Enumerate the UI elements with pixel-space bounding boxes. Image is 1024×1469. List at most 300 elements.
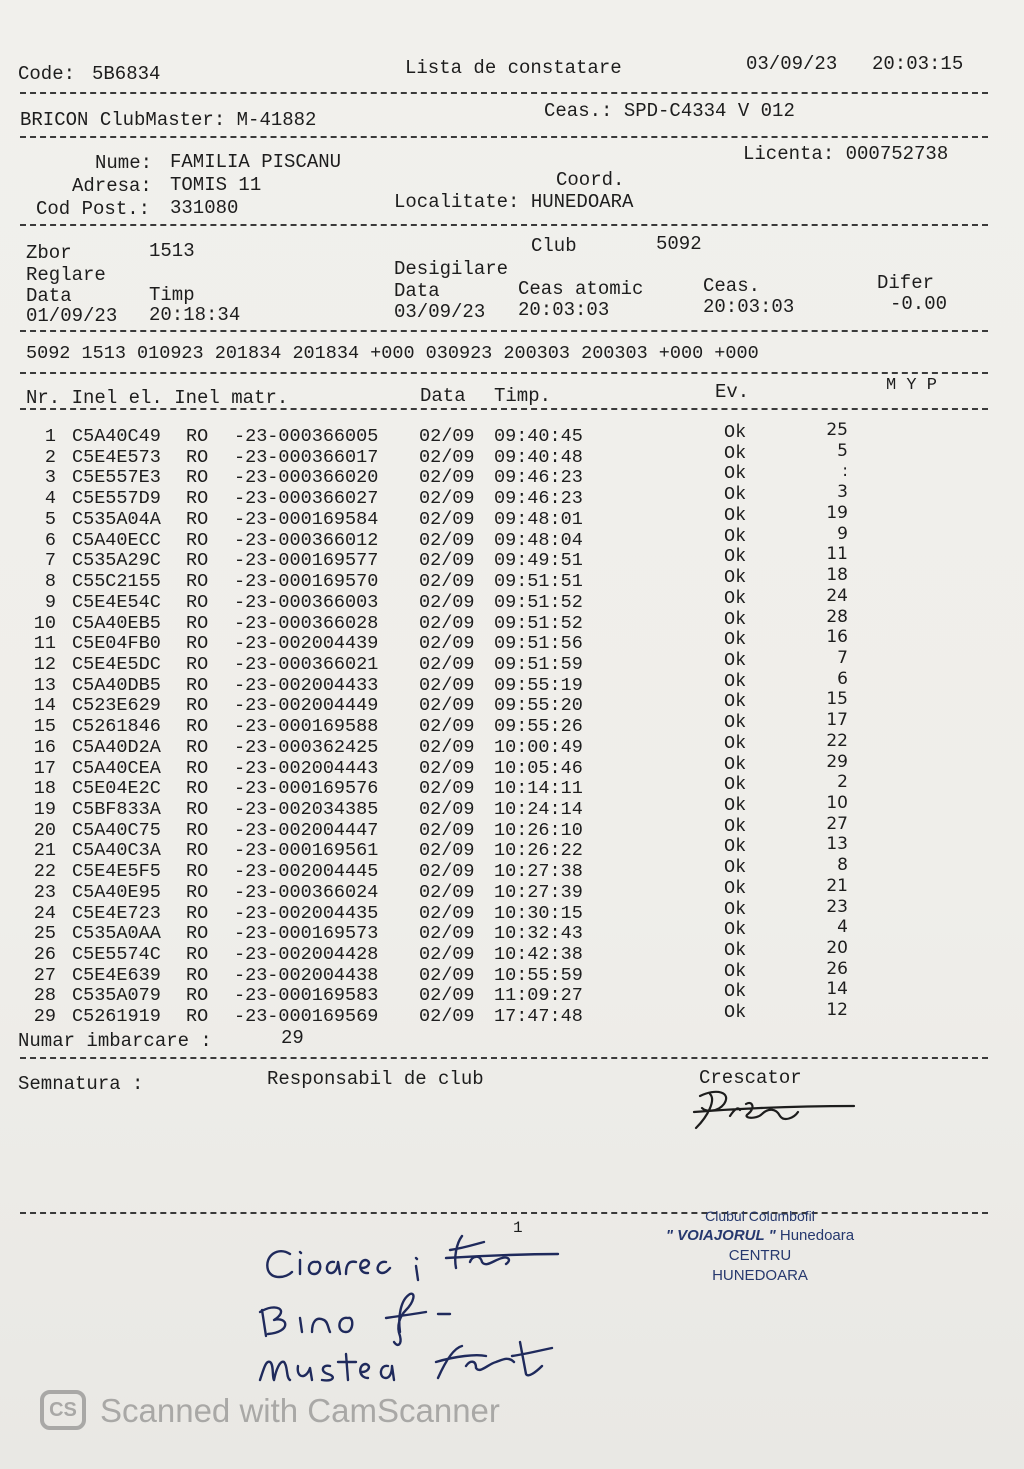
arrival-time: 10:00:49 xyxy=(494,736,583,758)
table-row xyxy=(0,979,1024,1007)
localitate: Localitate: HUNEDOARA xyxy=(394,191,634,213)
row-number: 4 xyxy=(44,488,56,510)
handwritten-mark: 22 xyxy=(826,730,848,751)
electronic-ring: C5A40D2A xyxy=(72,736,161,758)
semnatura-label: Semnatura : xyxy=(18,1073,144,1095)
arrival-date: 02/09 xyxy=(419,591,475,613)
handwritten-mark: 27 xyxy=(826,813,848,834)
arrival-date: 02/09 xyxy=(419,881,475,903)
country-code: RO xyxy=(186,923,209,945)
row-number: 1 xyxy=(44,426,56,447)
row-number: 16 xyxy=(33,736,56,758)
row-number: 27 xyxy=(33,964,56,986)
table-row xyxy=(0,1000,1024,1028)
camscanner-logo-icon: CS xyxy=(40,1390,86,1430)
arrival-time: 09:51:52 xyxy=(494,591,583,613)
country-code: RO xyxy=(186,633,209,655)
matriculation-ring: -23-002004445 xyxy=(234,861,379,883)
responsabil-label: Responsabil de club xyxy=(267,1068,484,1090)
electronic-ring: C5A40C49 xyxy=(72,426,161,447)
matriculation-ring: -23-002004433 xyxy=(234,674,379,696)
handwritten-mark: 8 xyxy=(837,855,848,876)
matriculation-ring: -23-000366005 xyxy=(234,426,379,447)
ceas-label: Ceas. xyxy=(703,275,761,297)
table-row xyxy=(0,958,1024,986)
country-code: RO xyxy=(186,508,209,530)
electronic-ring: C5261919 xyxy=(72,1006,161,1028)
matriculation-ring: -23-000169561 xyxy=(234,840,379,862)
electronic-ring: C5A40EB5 xyxy=(72,612,161,634)
table-row xyxy=(0,523,1024,551)
electronic-ring: C5E4E5F5 xyxy=(72,861,161,883)
arrival-date: 02/09 xyxy=(419,923,475,945)
col-header-myp: M Y P xyxy=(886,376,938,395)
arrival-date: 02/09 xyxy=(419,612,475,634)
country-code: RO xyxy=(186,612,209,634)
arrival-date: 02/09 xyxy=(419,467,475,489)
handwritten-mark: 17 xyxy=(826,710,848,731)
arrival-date: 02/09 xyxy=(419,716,475,738)
arrival-time: 09:51:56 xyxy=(494,633,583,655)
arrival-time: 09:55:26 xyxy=(494,716,583,738)
matriculation-ring: -23-000366017 xyxy=(234,446,379,468)
row-number: 20 xyxy=(33,819,56,841)
electronic-ring: C5E4E5DC xyxy=(72,653,161,675)
difer-label: Difer xyxy=(877,272,935,294)
event-status: Ok xyxy=(724,504,747,526)
header-date: 03/09/23 xyxy=(746,53,838,75)
reglare-label: Reglare xyxy=(26,264,106,286)
col-header-nr-inel: Nr. Inel el. Inel matr. xyxy=(26,387,289,409)
arrival-date: 02/09 xyxy=(419,1006,475,1028)
event-status: Ok xyxy=(724,877,747,899)
divider xyxy=(20,224,988,226)
table-row xyxy=(0,647,1024,675)
electronic-ring: C5A40C3A xyxy=(72,840,161,862)
row-number: 8 xyxy=(44,571,56,592)
matriculation-ring: -23-000169576 xyxy=(234,778,379,800)
arrival-time: 10:30:15 xyxy=(494,902,583,924)
electronic-ring: C535A04A xyxy=(72,508,161,530)
event-status: Ok xyxy=(724,670,747,692)
event-status: Ok xyxy=(724,898,747,920)
electronic-ring: C5A40ECC xyxy=(72,529,161,551)
matriculation-ring: -23-000169584 xyxy=(234,508,379,530)
desigilare-label: Desigilare xyxy=(394,258,509,280)
row-number: 17 xyxy=(33,757,56,779)
divider xyxy=(20,1057,988,1059)
arrival-date: 02/09 xyxy=(419,508,475,530)
ceas-atomic-label: Ceas atomic xyxy=(518,278,644,300)
row-number: 18 xyxy=(33,778,56,800)
table-row xyxy=(0,482,1024,510)
arrival-time: 10:05:46 xyxy=(494,757,583,779)
event-status: Ok xyxy=(724,691,747,713)
stamp-city: Hunedoara xyxy=(779,1227,855,1244)
arrival-time: 10:32:43 xyxy=(494,923,583,945)
handwritten-mark: 28 xyxy=(826,606,848,627)
country-code: RO xyxy=(186,653,209,675)
ceas-value: 20:03:03 xyxy=(703,296,795,318)
country-code: RO xyxy=(186,778,209,800)
electronic-ring: C5E5574C xyxy=(72,944,161,965)
event-status: Ok xyxy=(724,1002,747,1024)
country-code: RO xyxy=(186,571,209,592)
arrival-date: 02/09 xyxy=(419,550,475,572)
country-code: RO xyxy=(186,695,209,717)
electronic-ring: C5E4E723 xyxy=(72,902,161,924)
electronic-ring: C535A079 xyxy=(72,985,161,1007)
country-code: RO xyxy=(186,529,209,551)
nume-value: FAMILIA PISCANU xyxy=(170,151,342,173)
matriculation-ring: -23-000169569 xyxy=(234,1006,379,1028)
reglare-data-value: 01/09/23 xyxy=(26,305,118,327)
stamp-line-4: HUNEDOARA xyxy=(712,1267,808,1284)
matriculation-ring: -23-002004439 xyxy=(234,633,379,655)
arrival-date: 02/09 xyxy=(419,964,475,986)
row-number: 28 xyxy=(33,985,56,1007)
divider xyxy=(20,372,988,374)
electronic-ring: C523E629 xyxy=(72,695,161,717)
arrival-time: 10:27:39 xyxy=(494,881,583,903)
matriculation-ring: -23-000169577 xyxy=(234,550,379,572)
event-status: Ok xyxy=(724,442,747,464)
arrival-time: 10:26:10 xyxy=(494,819,583,841)
country-code: RO xyxy=(186,799,209,820)
matriculation-ring: -23-000366028 xyxy=(234,612,379,634)
arrival-time: 09:40:45 xyxy=(494,426,583,447)
matriculation-ring: -23-000169583 xyxy=(234,985,379,1007)
row-number: 3 xyxy=(44,467,56,489)
country-code: RO xyxy=(186,426,209,447)
encoded-flight-line: 5092 1513 010923 201834 201834 +000 030923 200303 200303 +000 +000 xyxy=(26,343,759,364)
table-row xyxy=(0,606,1024,634)
header-time: 20:03:15 xyxy=(872,53,964,75)
matriculation-ring: -23-002004447 xyxy=(234,819,379,841)
electronic-ring: C5E4E54C xyxy=(72,591,161,613)
row-number: 14 xyxy=(33,695,56,717)
event-status: Ok xyxy=(724,463,747,485)
country-code: RO xyxy=(186,819,209,841)
arrival-time: 10:42:38 xyxy=(494,944,583,965)
country-code: RO xyxy=(186,902,209,924)
country-code: RO xyxy=(186,716,209,738)
arrival-date: 02/09 xyxy=(419,840,475,862)
row-number: 23 xyxy=(33,881,56,903)
arrival-date: 02/09 xyxy=(419,985,475,1007)
page-number: 1 xyxy=(513,1219,523,1237)
arrival-time: 10:27:38 xyxy=(494,861,583,883)
event-status: Ok xyxy=(724,712,747,734)
handwritten-mark: 20 xyxy=(826,938,848,958)
arrival-time: 09:48:04 xyxy=(494,529,583,551)
codpost-value: 331080 xyxy=(170,197,239,219)
crescator-signature xyxy=(686,1086,866,1138)
clock-id: Ceas.: SPD-C4334 V 012 xyxy=(544,100,795,122)
matriculation-ring: -23-000366021 xyxy=(234,653,379,675)
table-row xyxy=(0,440,1024,468)
table-row xyxy=(0,689,1024,717)
electronic-ring: C5A40DB5 xyxy=(72,674,161,696)
row-number: 24 xyxy=(33,902,56,924)
matriculation-ring: -23-002004443 xyxy=(234,757,379,779)
club-stamp xyxy=(640,1206,880,1286)
ceas-atomic-value: 20:03:03 xyxy=(518,299,610,321)
country-code: RO xyxy=(186,736,209,758)
handwritten-mark: 21 xyxy=(826,875,848,896)
row-number: 19 xyxy=(33,799,56,820)
handwritten-mark: 26 xyxy=(826,958,848,979)
coord-label: Coord. xyxy=(556,169,625,191)
divider xyxy=(20,136,988,138)
row-number: 10 xyxy=(33,612,56,634)
arrival-date: 02/09 xyxy=(419,861,475,883)
codpost-label: Cod Post.: xyxy=(36,198,151,220)
matriculation-ring: -23-000366003 xyxy=(234,591,379,613)
camscanner-watermark: Scanned with CamScanner xyxy=(100,1392,500,1429)
handwritten-mark: 6 xyxy=(837,668,848,689)
row-number: 11 xyxy=(33,633,56,655)
col-header-timp: Timp. xyxy=(494,385,552,407)
electronic-ring: C535A29C xyxy=(72,550,161,572)
arrival-date: 02/09 xyxy=(419,529,475,551)
country-code: RO xyxy=(186,757,209,779)
arrival-time: 09:51:52 xyxy=(494,612,583,634)
reglare-data-label: Data xyxy=(26,285,72,307)
table-row xyxy=(0,585,1024,613)
matriculation-ring: -23-002004428 xyxy=(234,944,379,965)
reglare-timp-label: Timp xyxy=(149,284,195,306)
stamp-line-3: CENTRU xyxy=(728,1247,792,1264)
arrival-time: 11:09:27 xyxy=(494,985,583,1007)
electronic-ring: C5BF833A xyxy=(72,799,161,820)
electronic-ring: C5E557D9 xyxy=(72,488,161,510)
arrival-date: 02/09 xyxy=(419,799,475,820)
electronic-ring: C5A40CEA xyxy=(72,757,161,779)
code-value: 5B6834 xyxy=(92,63,161,85)
event-status: Ok xyxy=(724,795,747,816)
country-code: RO xyxy=(186,964,209,986)
matriculation-ring: -23-000366024 xyxy=(234,881,379,903)
matriculation-ring: -23-000169588 xyxy=(234,716,379,738)
row-number: 22 xyxy=(33,861,56,883)
handwritten-mark: 9 xyxy=(837,523,848,544)
arrival-date: 02/09 xyxy=(419,653,475,675)
country-code: RO xyxy=(186,840,209,862)
arrival-time: 17:47:48 xyxy=(494,1006,583,1028)
matriculation-ring: -23-002004449 xyxy=(234,695,379,717)
arrival-time: 10:24:14 xyxy=(494,799,583,820)
country-code: RO xyxy=(186,591,209,613)
row-number: 2 xyxy=(44,446,56,468)
row-number: 15 xyxy=(33,716,56,738)
row-number: 6 xyxy=(44,529,56,551)
stamp-club-name: " VOIAJORUL " xyxy=(665,1227,776,1244)
event-status: Ok xyxy=(724,960,747,982)
matriculation-ring: -23-002034385 xyxy=(234,799,379,820)
country-code: RO xyxy=(186,985,209,1007)
event-status: Ok xyxy=(724,422,747,443)
row-number: 7 xyxy=(44,550,56,572)
handwritten-mark: 11 xyxy=(826,544,848,565)
stamp-line-1: Clubul Columbofil xyxy=(705,1208,815,1224)
event-status: Ok xyxy=(724,649,747,671)
arrival-date: 02/09 xyxy=(419,944,475,965)
club-label: Club xyxy=(531,235,577,257)
arrival-date: 02/09 xyxy=(419,571,475,592)
table-row xyxy=(0,565,1024,592)
zbor-label: Zbor xyxy=(26,242,72,264)
event-status: Ok xyxy=(724,857,747,879)
electronic-ring: C55C2155 xyxy=(72,571,161,592)
event-status: Ok xyxy=(724,587,747,609)
arrival-date: 02/09 xyxy=(419,633,475,655)
difer-value: -0.00 xyxy=(890,293,948,315)
arrival-date: 02/09 xyxy=(419,695,475,717)
country-code: RO xyxy=(186,446,209,468)
electronic-ring: C5E557E3 xyxy=(72,467,161,489)
arrival-time: 09:55:19 xyxy=(494,674,583,696)
event-status: Ok xyxy=(724,546,747,568)
table-row xyxy=(0,834,1024,862)
event-status: Ok xyxy=(724,567,747,588)
handwritten-mark: 15 xyxy=(826,689,848,710)
row-number: 9 xyxy=(44,591,56,613)
row-number: 29 xyxy=(33,1006,56,1028)
event-status: Ok xyxy=(724,981,747,1003)
handwritten-mark: 14 xyxy=(826,979,848,1000)
matriculation-ring: -23-000169573 xyxy=(234,923,379,945)
club-value: 5092 xyxy=(656,233,702,255)
arrival-time: 09:55:20 xyxy=(494,695,583,717)
table-row xyxy=(0,813,1024,841)
electronic-ring: C535A0AA xyxy=(72,923,161,945)
event-status: Ok xyxy=(724,919,747,941)
event-status: Ok xyxy=(724,836,747,858)
country-code: RO xyxy=(186,944,209,965)
table-row xyxy=(0,461,1024,489)
handwritten-mark: 12 xyxy=(826,1000,848,1021)
handwritten-mark: 23 xyxy=(826,896,848,917)
arrival-date: 02/09 xyxy=(419,757,475,779)
crescator-label: Crescator xyxy=(699,1067,802,1089)
handwritten-mark: 13 xyxy=(826,834,848,855)
handwritten-mark: 25 xyxy=(826,420,848,440)
row-number: 12 xyxy=(33,653,56,675)
arrival-date: 02/09 xyxy=(419,488,475,510)
arrival-date: 02/09 xyxy=(419,446,475,468)
event-status: Ok xyxy=(724,525,747,547)
arrival-date: 02/09 xyxy=(419,426,475,447)
matriculation-ring: -23-000366027 xyxy=(234,488,379,510)
arrival-time: 09:46:23 xyxy=(494,488,583,510)
matriculation-ring: -23-000362425 xyxy=(234,736,379,758)
matriculation-ring: -23-002004438 xyxy=(234,964,379,986)
arrival-date: 02/09 xyxy=(419,819,475,841)
table-row xyxy=(0,544,1024,572)
numar-imbarcare-value: 29 xyxy=(281,1027,304,1049)
event-status: Ok xyxy=(724,815,747,837)
electronic-ring: C5E4E639 xyxy=(72,964,161,986)
country-code: RO xyxy=(186,881,209,903)
arrival-time: 10:55:59 xyxy=(494,964,583,986)
matriculation-ring: -23-000169570 xyxy=(234,571,379,592)
country-code: RO xyxy=(186,861,209,883)
arrival-date: 02/09 xyxy=(419,902,475,924)
desig-data-value: 03/09/23 xyxy=(394,301,486,323)
table-row xyxy=(0,875,1024,903)
arrival-time: 10:14:11 xyxy=(494,778,583,800)
event-status: Ok xyxy=(724,940,747,961)
table-row xyxy=(0,855,1024,883)
handwritten-mark: : xyxy=(842,461,848,482)
event-status: Ok xyxy=(724,484,747,506)
table-row xyxy=(0,668,1024,696)
row-number: 26 xyxy=(33,944,56,965)
table-row xyxy=(0,938,1024,965)
table-row xyxy=(0,502,1024,530)
country-code: RO xyxy=(186,674,209,696)
zbor-value: 1513 xyxy=(149,240,195,262)
reglare-timp-value: 20:18:34 xyxy=(149,304,241,326)
code-label: Code: xyxy=(18,63,76,85)
nume-label: Nume: xyxy=(95,152,153,174)
electronic-ring: C5E04FB0 xyxy=(72,633,161,655)
row-number: 25 xyxy=(33,923,56,945)
arrival-date: 02/09 xyxy=(419,778,475,800)
table-row xyxy=(0,793,1024,820)
licenta: Licenta: 000752738 xyxy=(743,143,949,165)
matriculation-ring: -23-002004435 xyxy=(234,902,379,924)
country-code: RO xyxy=(186,550,209,572)
matriculation-ring: -23-000366020 xyxy=(234,467,379,489)
handwritten-mark: 2 xyxy=(837,772,848,793)
row-number: 21 xyxy=(33,840,56,862)
matriculation-ring: -23-000366012 xyxy=(234,529,379,551)
arrival-time: 10:26:22 xyxy=(494,840,583,862)
country-code: RO xyxy=(186,1006,209,1028)
row-number: 5 xyxy=(44,508,56,530)
event-status: Ok xyxy=(724,753,747,775)
handwritten-mark: 16 xyxy=(826,627,848,648)
table-row xyxy=(0,751,1024,779)
handwritten-mark: 3 xyxy=(837,482,848,503)
handwritten-signatures xyxy=(250,1210,580,1390)
handwritten-mark: 29 xyxy=(826,751,848,772)
table-row xyxy=(0,730,1024,758)
arrival-time: 09:51:51 xyxy=(494,571,583,592)
electronic-ring: C5E04E2C xyxy=(72,778,161,800)
country-code: RO xyxy=(186,467,209,489)
adresa-value: TOMIS 11 xyxy=(170,174,262,196)
handwritten-mark: 5 xyxy=(837,440,848,461)
table-row xyxy=(0,917,1024,945)
event-status: Ok xyxy=(724,774,747,796)
clubmaster-id: BRICON ClubMaster: M-41882 xyxy=(20,109,317,131)
arrival-time: 09:40:48 xyxy=(494,446,583,468)
handwritten-mark: 10 xyxy=(826,793,848,813)
handwritten-mark: 4 xyxy=(837,917,848,938)
handwritten-mark: 7 xyxy=(837,647,848,668)
arrival-time: 09:48:01 xyxy=(494,508,583,530)
arrival-time: 09:46:23 xyxy=(494,467,583,489)
table-row xyxy=(0,710,1024,738)
electronic-ring: C5A40E95 xyxy=(72,881,161,903)
adresa-label: Adresa: xyxy=(72,175,152,197)
event-status: Ok xyxy=(724,732,747,754)
handwritten-mark: 18 xyxy=(826,565,848,585)
row-number: 13 xyxy=(33,674,56,696)
